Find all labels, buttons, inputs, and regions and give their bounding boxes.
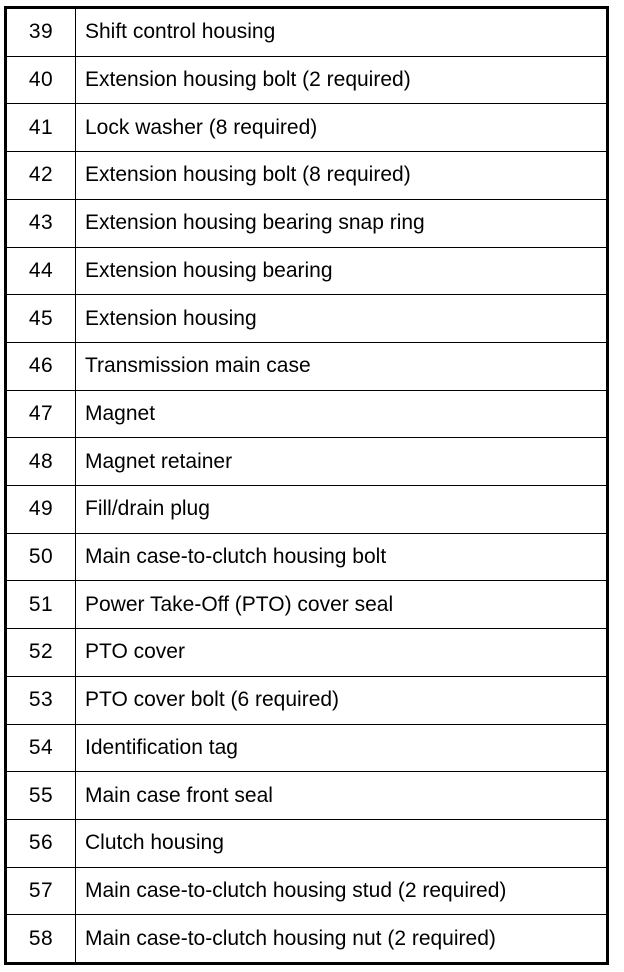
part-number: 50 bbox=[7, 534, 76, 581]
table-row bbox=[7, 104, 606, 152]
part-number: 40 bbox=[7, 57, 76, 104]
part-description: Shift control housing bbox=[85, 20, 276, 44]
part-number: 43 bbox=[7, 200, 76, 247]
table-row bbox=[7, 295, 606, 343]
table-row bbox=[7, 57, 606, 105]
part-description: Power Take-Off (PTO) cover seal bbox=[85, 592, 394, 616]
part-number: 39 bbox=[7, 9, 76, 56]
part-number: 53 bbox=[7, 677, 76, 724]
part-description: Extension housing bearing bbox=[85, 258, 333, 282]
table-row bbox=[7, 391, 606, 439]
table-row bbox=[7, 9, 606, 57]
part-description: Main case-to-clutch housing nut (2 required) bbox=[85, 926, 496, 950]
table-row bbox=[7, 915, 606, 962]
table-row bbox=[7, 200, 606, 248]
table-row bbox=[7, 677, 606, 725]
part-number: 55 bbox=[7, 772, 76, 819]
table-row bbox=[7, 152, 606, 200]
part-description: Magnet bbox=[85, 401, 156, 425]
table-row bbox=[7, 438, 606, 486]
part-number: 44 bbox=[7, 248, 76, 295]
part-number: 42 bbox=[7, 152, 76, 199]
part-description: Magnet retainer bbox=[85, 449, 233, 473]
part-description: Extension housing bbox=[85, 306, 257, 330]
table-row bbox=[7, 343, 606, 391]
part-number: 52 bbox=[7, 629, 76, 676]
part-description: Transmission main case bbox=[85, 354, 311, 378]
part-description: Clutch housing bbox=[85, 831, 224, 855]
part-number: 47 bbox=[7, 391, 76, 438]
table-row bbox=[7, 868, 606, 916]
part-number: 46 bbox=[7, 343, 76, 390]
part-description: Main case-to-clutch housing stud (2 required) bbox=[85, 879, 507, 902]
part-description: Extension housing bearing snap ring bbox=[85, 211, 425, 235]
table-row bbox=[7, 820, 606, 868]
part-number: 51 bbox=[7, 581, 76, 628]
part-number: 48 bbox=[7, 438, 76, 485]
part-description: Fill/drain plug bbox=[85, 497, 210, 521]
part-number: 57 bbox=[7, 868, 76, 915]
table-row bbox=[7, 629, 606, 677]
part-description: PTO cover bolt (6 required) bbox=[85, 688, 340, 712]
part-number: 54 bbox=[7, 725, 76, 772]
part-description: Lock washer (8 required) bbox=[85, 115, 318, 139]
part-number: 58 bbox=[7, 915, 76, 962]
part-description: Main case-to-clutch housing bolt bbox=[85, 545, 387, 569]
part-number: 49 bbox=[7, 486, 76, 533]
table-row bbox=[7, 772, 606, 820]
table-row bbox=[7, 581, 606, 629]
part-description: PTO cover bbox=[85, 640, 185, 664]
part-number: 56 bbox=[7, 820, 76, 867]
table-row bbox=[7, 534, 606, 582]
part-description: Extension housing bolt (2 required) bbox=[85, 68, 411, 92]
table-row bbox=[7, 248, 606, 296]
table-row bbox=[7, 725, 606, 773]
part-description: Main case front seal bbox=[85, 783, 273, 807]
part-description: Identification tag bbox=[85, 735, 238, 759]
table-row bbox=[7, 486, 606, 534]
part-description: Extension housing bolt (8 required) bbox=[85, 163, 411, 187]
part-number: 41 bbox=[7, 104, 76, 151]
parts-legend-table bbox=[4, 6, 609, 965]
part-number: 45 bbox=[7, 295, 76, 342]
